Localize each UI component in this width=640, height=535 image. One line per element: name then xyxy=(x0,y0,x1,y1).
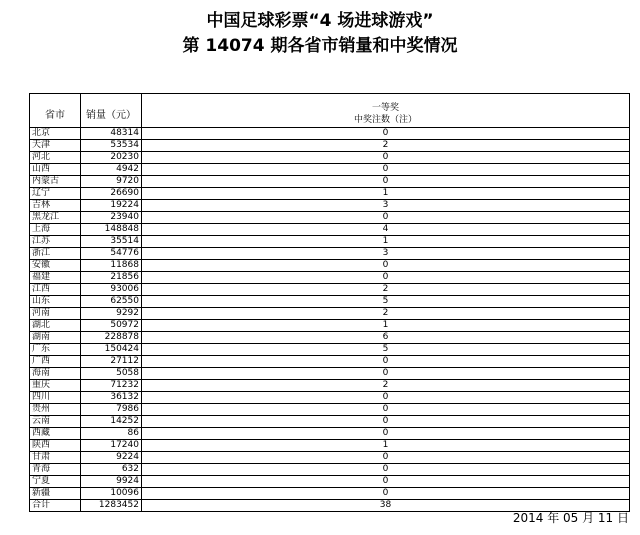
table-row xyxy=(30,392,630,404)
winners-cell: 1 xyxy=(142,440,630,452)
sales-cell: 7986 xyxy=(81,404,142,416)
province-cell: 浙江 xyxy=(30,248,81,260)
sales-cell: 53534 xyxy=(81,140,142,152)
province-cell: 西藏 xyxy=(30,428,81,440)
first-prize-label: 一等奖 xyxy=(371,103,399,113)
table-row xyxy=(30,224,630,236)
sales-cell: 19224 xyxy=(81,200,142,212)
province-cell: 宁夏 xyxy=(30,476,81,488)
winners-cell: 2 xyxy=(142,140,630,152)
sales-table xyxy=(29,93,630,512)
winners-cell: 3 xyxy=(142,248,630,260)
sales-cell: 9292 xyxy=(81,308,142,320)
table-row xyxy=(30,236,630,248)
table-row xyxy=(30,284,630,296)
table-row xyxy=(30,296,630,308)
sales-cell: 50972 xyxy=(81,320,142,332)
table-row xyxy=(30,272,630,284)
sales-cell: 36132 xyxy=(81,392,142,404)
sales-cell: 150424 xyxy=(81,344,142,356)
table-row xyxy=(30,200,630,212)
winners-cell: 5 xyxy=(142,344,630,356)
table-body xyxy=(30,128,630,512)
winners-cell: 0 xyxy=(142,452,630,464)
province-cell: 黑龙江 xyxy=(30,212,81,224)
sales-cell: 9720 xyxy=(81,176,142,188)
province-cell: 江苏 xyxy=(30,236,81,248)
table-row xyxy=(30,176,630,188)
winners-cell: 4 xyxy=(142,224,630,236)
table-row xyxy=(30,464,630,476)
winners-cell: 0 xyxy=(142,428,630,440)
winners-cell: 0 xyxy=(142,164,630,176)
province-cell: 福建 xyxy=(30,272,81,284)
table-row xyxy=(30,128,630,140)
province-cell: 内蒙古 xyxy=(30,176,81,188)
winners-cell: 1 xyxy=(142,188,630,200)
table-row xyxy=(30,428,630,440)
sales-cell: 20230 xyxy=(81,152,142,164)
first-prize-header xyxy=(142,94,630,128)
sales-cell: 54776 xyxy=(81,248,142,260)
province-cell: 山东 xyxy=(30,296,81,308)
province-cell: 江西 xyxy=(30,284,81,296)
sales-cell: 27112 xyxy=(81,356,142,368)
table-row xyxy=(30,440,630,452)
province-cell: 甘肃 xyxy=(30,452,81,464)
province-cell: 海南 xyxy=(30,368,81,380)
province-cell: 上海 xyxy=(30,224,81,236)
province-cell: 吉林 xyxy=(30,200,81,212)
province-cell: 重庆 xyxy=(30,380,81,392)
winners-cell: 1 xyxy=(142,236,630,248)
sales-cell: 5058 xyxy=(81,368,142,380)
winners-cell: 1 xyxy=(142,320,630,332)
winners-cell: 0 xyxy=(142,272,630,284)
province-cell: 河南 xyxy=(30,308,81,320)
sales-cell: 23940 xyxy=(81,212,142,224)
sales-cell: 93006 xyxy=(81,284,142,296)
sales-cell: 148848 xyxy=(81,224,142,236)
winners-cell: 6 xyxy=(142,332,630,344)
total-row xyxy=(30,500,630,512)
page-title: 中国足球彩票“4 场进球游戏” xyxy=(206,11,434,31)
table-row xyxy=(30,212,630,224)
winners-cell: 0 xyxy=(142,260,630,272)
province-cell: 贵州 xyxy=(30,404,81,416)
table-row xyxy=(30,344,630,356)
winners-cell: 38 xyxy=(142,500,630,512)
table-row xyxy=(30,380,630,392)
sales-cell: 11868 xyxy=(81,260,142,272)
table-row xyxy=(30,248,630,260)
report-date: 2014 年 05 月 11 日 xyxy=(512,511,629,525)
sales-cell: 14252 xyxy=(81,416,142,428)
table-row xyxy=(30,320,630,332)
sales-cell: 48314 xyxy=(81,128,142,140)
table-header-row xyxy=(30,94,630,128)
table-row xyxy=(30,332,630,344)
sales-cell: 9924 xyxy=(81,476,142,488)
sales-cell: 9224 xyxy=(81,452,142,464)
province-cell: 山西 xyxy=(30,164,81,176)
page-subtitle: 第 14074 期各省市销量和中奖情况 xyxy=(182,36,458,56)
winners-cell: 0 xyxy=(142,404,630,416)
winners-cell: 2 xyxy=(142,284,630,296)
table-row xyxy=(30,476,630,488)
table-row xyxy=(30,140,630,152)
sales-cell: 26690 xyxy=(81,188,142,200)
province-cell: 四川 xyxy=(30,392,81,404)
province-cell: 河北 xyxy=(30,152,81,164)
province-cell: 广西 xyxy=(30,356,81,368)
winners-cell: 5 xyxy=(142,296,630,308)
province-cell: 陕西 xyxy=(30,440,81,452)
winners-cell: 0 xyxy=(142,152,630,164)
sales-cell: 632 xyxy=(81,464,142,476)
winners-cell: 3 xyxy=(142,200,630,212)
sales-header: 销量（元） xyxy=(81,94,142,128)
sales-cell: 1283452 xyxy=(81,500,142,512)
province-cell: 新疆 xyxy=(30,488,81,500)
winners-cell: 2 xyxy=(142,380,630,392)
province-cell: 湖南 xyxy=(30,332,81,344)
sales-cell: 62550 xyxy=(81,296,142,308)
winners-cell: 0 xyxy=(142,416,630,428)
table-row xyxy=(30,404,630,416)
sales-cell: 228878 xyxy=(81,332,142,344)
table-row xyxy=(30,416,630,428)
winners-cell: 0 xyxy=(142,212,630,224)
sales-cell: 21856 xyxy=(81,272,142,284)
winners-cell: 0 xyxy=(142,368,630,380)
sales-cell: 17240 xyxy=(81,440,142,452)
winners-label: 中奖注数（注） xyxy=(353,115,417,125)
province-cell: 云南 xyxy=(30,416,81,428)
province-cell: 北京 xyxy=(30,128,81,140)
province-header: 省市 xyxy=(30,94,81,128)
table-row xyxy=(30,260,630,272)
sales-cell: 71232 xyxy=(81,380,142,392)
sales-cell: 10096 xyxy=(81,488,142,500)
table-row xyxy=(30,152,630,164)
winners-cell: 2 xyxy=(142,308,630,320)
province-cell: 天津 xyxy=(30,140,81,152)
table-row xyxy=(30,188,630,200)
winners-cell: 0 xyxy=(142,176,630,188)
province-cell: 青海 xyxy=(30,464,81,476)
winners-cell: 0 xyxy=(142,356,630,368)
winners-cell: 0 xyxy=(142,488,630,500)
sales-cell: 4942 xyxy=(81,164,142,176)
table-row xyxy=(30,452,630,464)
winners-cell: 0 xyxy=(142,128,630,140)
winners-cell: 0 xyxy=(142,392,630,404)
winners-cell: 0 xyxy=(142,476,630,488)
table-row xyxy=(30,164,630,176)
province-cell: 合计 xyxy=(30,500,81,512)
winners-cell: 0 xyxy=(142,464,630,476)
sales-cell: 35514 xyxy=(81,236,142,248)
province-cell: 湖北 xyxy=(30,320,81,332)
province-cell: 广东 xyxy=(30,344,81,356)
province-cell: 安徽 xyxy=(30,260,81,272)
table-row xyxy=(30,368,630,380)
table-row xyxy=(30,356,630,368)
table-row xyxy=(30,308,630,320)
table-row xyxy=(30,488,630,500)
province-cell: 辽宁 xyxy=(30,188,81,200)
sales-cell: 86 xyxy=(81,428,142,440)
